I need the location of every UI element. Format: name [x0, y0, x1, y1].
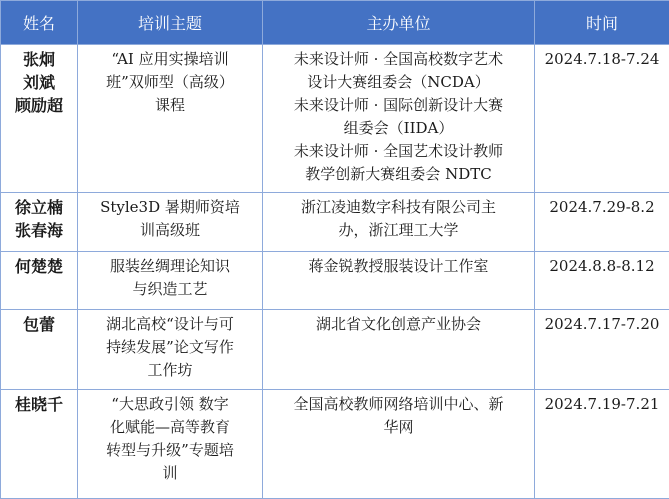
name-cell	[1, 252, 78, 310]
time-text: 2024.8.8-8.12	[539, 255, 665, 278]
organizer-text: 浙江凌迪数字科技有限公司主	[267, 196, 530, 219]
name-text: 张春海	[5, 219, 73, 242]
table-header	[1, 1, 669, 45]
table-body	[1, 45, 669, 499]
time-text: 2024.7.29-8.2	[539, 196, 665, 219]
topic-cell	[78, 45, 263, 193]
table-row	[1, 193, 669, 252]
header-time: 时间	[535, 1, 669, 45]
topic-text: 湖北高校“设计与可	[82, 313, 258, 336]
organizer-cell	[263, 252, 535, 310]
table-row	[1, 252, 669, 310]
organizer-text: 蒋金锐教授服装设计工作室	[267, 255, 530, 278]
name-cell	[1, 390, 78, 499]
table-row	[1, 310, 669, 390]
organizer-cell	[263, 390, 535, 499]
topic-text: 与织造工艺	[82, 278, 258, 301]
organizer-text: 未来设计师 · 全国艺术设计教师	[267, 140, 530, 163]
time-text: 2024.7.19-7.21	[539, 393, 665, 416]
time-cell	[535, 45, 669, 193]
topic-text: Style3D 暑期师资培	[82, 196, 258, 219]
topic-text: 工作坊	[82, 359, 258, 382]
topic-text: 课程	[82, 94, 258, 117]
time-text: 2024.7.17-7.20	[539, 313, 665, 336]
organizer-text: 未来设计师 · 国际创新设计大赛	[267, 94, 530, 117]
organizer-text: 办，浙江理工大学	[267, 219, 530, 242]
name-text: 徐立楠	[5, 196, 73, 219]
topic-text: 训高级班	[82, 219, 258, 242]
organizer-text: 设计大赛组委会（NCDA）	[267, 71, 530, 94]
topic-text: “大思政引领 数字	[82, 393, 258, 416]
header-organizer: 主办单位	[263, 1, 535, 45]
topic-cell	[78, 390, 263, 499]
topic-text: “AI 应用实操培训	[82, 48, 258, 71]
time-cell	[535, 193, 669, 252]
topic-cell	[78, 252, 263, 310]
name-text: 何楚楚	[5, 255, 73, 278]
organizer-text: 教学创新大赛组委会 NDTC	[267, 163, 530, 186]
name-text: 顾励超	[5, 94, 73, 117]
topic-cell	[78, 310, 263, 390]
time-cell	[535, 390, 669, 499]
topic-text: 服装丝绸理论知识	[82, 255, 258, 278]
name-cell	[1, 310, 78, 390]
time-text: 2024.7.18-7.24	[539, 48, 665, 71]
table-row	[1, 390, 669, 499]
time-cell	[535, 252, 669, 310]
time-cell	[535, 310, 669, 390]
organizer-text: 湖北省文化创意产业协会	[267, 313, 530, 336]
name-cell	[1, 193, 78, 252]
name-text: 桂晓千	[5, 393, 73, 416]
topic-text: 化赋能—高等教育	[82, 416, 258, 439]
name-text: 刘斌	[5, 71, 73, 94]
organizer-text: 组委会（IIDA）	[267, 117, 530, 140]
table-row	[1, 45, 669, 193]
name-text: 张炯	[5, 48, 73, 71]
topic-cell	[78, 193, 263, 252]
topic-text: 转型与升级”专题培	[82, 439, 258, 462]
organizer-cell	[263, 193, 535, 252]
topic-text: 训	[82, 462, 258, 485]
organizer-text: 全国高校教师网络培训中心、新	[267, 393, 530, 416]
header-topic: 培训主题	[78, 1, 263, 45]
header-row	[1, 1, 669, 45]
topic-text: 班”双师型（高级）	[82, 71, 258, 94]
organizer-text: 华网	[267, 416, 530, 439]
topic-text: 持续发展”论文写作	[82, 336, 258, 359]
organizer-text: 未来设计师 · 全国高校数字艺术	[267, 48, 530, 71]
organizer-cell	[263, 310, 535, 390]
header-name: 姓名	[1, 1, 78, 45]
name-text: 包蕾	[5, 313, 73, 336]
organizer-cell	[263, 45, 535, 193]
name-cell	[1, 45, 78, 193]
